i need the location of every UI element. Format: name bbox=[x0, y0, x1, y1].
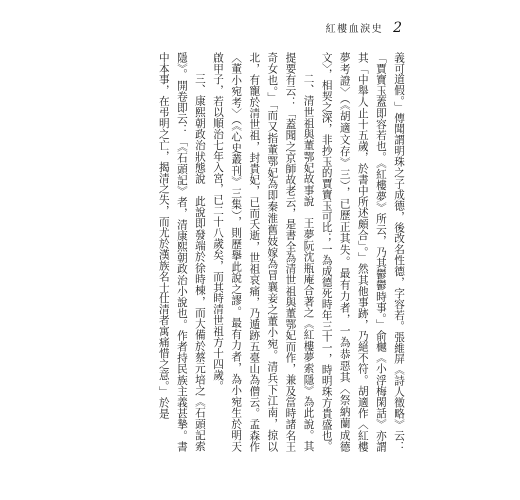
book-title: 紅樓血淚史 bbox=[325, 24, 384, 35]
running-header bbox=[326, 20, 402, 36]
paragraph-1: 義可道假。」傳聞謂明珠之子成德，後改名性德，字容若。張維屏《詩人徵略》云：「賈寶玉蓋即容若也。《紅樓夢》所云，乃其鬱鬱時事。」俞樾《小浮梅閑話》亦謂其「中舉人止十五歲，於書中所述頗合」。」然其他事跡，乃絕不符。胡適作〈紅樓夢考證〉（《胡適文存》三），已歷正其失。最有力者，一為恭惡其〈祭納蘭成德文〉，相契之深，非抄玉的賈寶玉可比；一為成德死時年三十一，時明珠方貴盛也。 bbox=[320, 52, 405, 452]
paragraph-2: 二、清世祖與董鄂妃故事說 王夢阮沈瓶庵合著之《紅樓夢索隱》為此說。其提要有云：「蓋聞之京師故老云，是書全為清世祖與董鄂妃而作，兼及當時諸名王奇女也。」「而又指董鄂妃為即秦淮舊妓嫁為冒襄妾之董小宛。清兵下江南，掠以北，有寵於清世祖，封貴妃，已而夭逝，世祖哀痛，乃遁跡五臺山為僧云。孟森作〈董小宛考〉（《心史叢刊》三集），則歷擧此說之謬。最有力者，為小宛生於明天啟甲子，若以順治七年入宮，已二十八歲矣，而其時清世祖方十四歲。 bbox=[212, 52, 315, 452]
body-text bbox=[116, 52, 408, 452]
paragraph-3: 三、康熙朝政治狀態說 此說即發端於徐時棟，而大備於蔡元培之《石頭記索隱》。開卷即云：「《石頭記》者，清康熙朝政治小說也。作者持民族主義甚摯。書中本事，在弔明之亡，揭清之失，而尤於漢族名士仕清者寓痛惜之意。」於是 bbox=[157, 52, 206, 452]
page-number: 2 bbox=[393, 20, 402, 36]
